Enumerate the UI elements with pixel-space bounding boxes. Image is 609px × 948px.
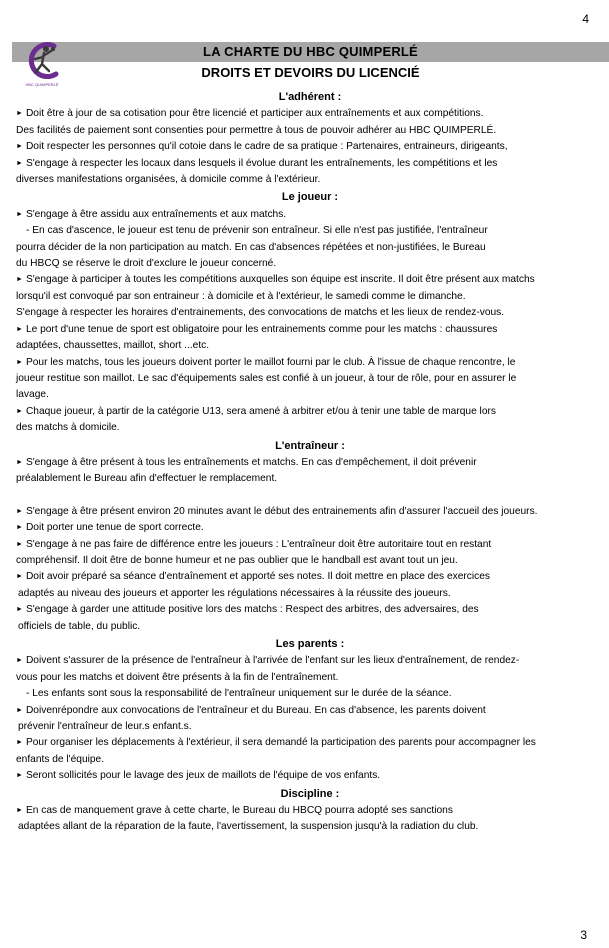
list-item: ► En cas de manquement grave à cette charte, le Bureau du HBCQ pourra adopté ses sanctions xyxy=(16,805,453,817)
bullet-arrow-icon: ► xyxy=(16,807,23,815)
paragraph-line: diverses manifestations organisées, à domicile comme à l'extérieur. xyxy=(16,174,321,186)
section-title-joueur: Le joueur : xyxy=(281,191,339,204)
bullet-arrow-icon: ► xyxy=(16,772,23,780)
list-item: ► Doit porter une tenue de sport correcte. xyxy=(16,522,204,534)
charter-content xyxy=(16,88,604,836)
paragraph-line: pourra décider de la non participation au match. En cas d'absences répétées et non-justifiées, le Bureau xyxy=(16,241,486,253)
bullet-arrow-icon: ► xyxy=(16,657,23,665)
page-number-top: 4 xyxy=(582,12,589,26)
list-item: ► S'engage à respecter les locaux dans lesquels il évolue durant les entraînements, les compétitions et les xyxy=(16,157,498,169)
list-item: ► S'engage à participer à toutes les compétitions auxquelles son équipe est inscrite. Il doit être présent aux matchs xyxy=(16,274,535,286)
section-title-parents: Les parents : xyxy=(275,638,345,650)
paragraph-line: prévenir l'entraîneur de leur.s enfant.s. xyxy=(18,721,192,733)
paragraph-line: joueur restitue son maillot. Le sac d'équipements sales est confié à un joueur, à tour de rôle, pour en assurer le xyxy=(16,372,517,384)
paragraph-line: du HBCQ se réserve le droit d'exclure le joueur concerné. xyxy=(16,258,277,270)
paragraph-line: lavage. xyxy=(16,389,49,401)
bullet-arrow-icon: ► xyxy=(16,143,23,151)
paragraph-line: lorsqu'il est convoqué par son entraineur : à domicile et à l'extérieur, le samedi comme le dimanche. xyxy=(16,290,466,302)
page-subtitle: DROITS ET DEVOIRS DU LICENCIÉ xyxy=(201,65,420,80)
bullet-arrow-icon: ► xyxy=(16,706,23,714)
bullet-arrow-icon: ► xyxy=(16,276,23,284)
paragraph-line: vous pour les matchs et doivent être présents à la fin de l'entraînement. xyxy=(16,671,339,683)
paragraph-line: enfants de l'équipe. xyxy=(16,753,105,765)
list-item: ► Seront sollicités pour le lavage des jeux de maillots de l'équipe de vos enfants. xyxy=(16,770,381,782)
paragraph-line: S'engage à respecter les horaires d'entrainements, des convocations de matchs et les lieux de rendez-vous. xyxy=(16,307,505,319)
paragraph-line: adaptées, chaussettes, maillot, short ...etc. xyxy=(16,340,210,352)
list-item: ► S'engage à ne pas faire de différence entre les joueurs : L'entraîneur doit être autoritaire tout en restant xyxy=(16,538,492,550)
list-item: ► S'engage à être assidu aux entraînements et aux matchs. xyxy=(16,208,287,220)
bullet-arrow-icon: ► xyxy=(16,573,23,581)
list-item: ► Le port d'une tenue de sport est obligatoire pour les entrainements comme pour les matchs : chaussures xyxy=(16,323,498,335)
list-item: ► Pour les matchs, tous les joueurs doivent porter le maillot fourni par le club. À l'issue de chaque rencontre, le xyxy=(16,356,516,368)
paragraph-line: des matchs à domicile. xyxy=(16,422,120,434)
bullet-arrow-icon: ► xyxy=(16,325,23,333)
list-item: ► S'engage à être présent à tous les entraînements et matchs. En cas d'empêchement, il doit prévenir xyxy=(16,456,477,468)
bullet-arrow-icon: ► xyxy=(16,507,23,515)
paragraph-line: adaptés au niveau des joueurs et apporter les régulations nécessaires à la réussite des joueurs. xyxy=(18,587,451,599)
list-item: ► Doit respecter les personnes qu'il cotoie dans le cadre de sa pratique : Partenaires, entraineurs, dirigeants, xyxy=(16,141,508,153)
section-title-adherent: L'adhérent : xyxy=(278,91,342,103)
paragraph-line: - Les enfants sont sous la responsabilité de l'entraîneur uniquement sur le durée de la séance. xyxy=(26,688,452,700)
list-item: ► S'engage à garder une attitude positive lors des matchs : Respect des arbitres, des adversaires, des xyxy=(16,604,479,616)
bullet-arrow-icon: ► xyxy=(16,110,23,118)
bullet-arrow-icon: ► xyxy=(16,407,23,415)
section-title-entraineur: L'entraîneur : xyxy=(275,439,345,452)
list-item: ► S'engage à être présent environ 20 minutes avant le début des entrainements afin d'assurer l'accueil des joueurs. xyxy=(16,505,538,517)
bullet-arrow-icon: ► xyxy=(16,540,23,548)
svg-text:HBC QUIMPERLÉ: HBC QUIMPERLÉ xyxy=(25,82,59,87)
paragraph-line: Des facilités de paiement sont consenties pour permettre à tous de pouvoir adhérer au HBC QUIMPERLÉ. xyxy=(16,124,497,136)
bullet-arrow-icon: ► xyxy=(16,524,23,532)
list-item: ► Doivenrépondre aux convocations de l'entraîneur et du Bureau. En cas d'absence, les parents doivent xyxy=(16,704,486,716)
bullet-arrow-icon: ► xyxy=(16,210,23,218)
page-title: LA CHARTE DU HBC QUIMPERLÉ xyxy=(203,44,418,59)
document-header xyxy=(12,38,609,94)
paragraph-line: - En cas d'ascence, le joueur est tenu de prévenir son entraîneur. Si elle n'est pas justifiée, l'entraîneur xyxy=(26,225,488,237)
list-item: ► Chaque joueur, à partir de la catégorie U13, sera amené à arbitrer et/ou à tenir une table de marque lors xyxy=(16,405,496,417)
paragraph-line: compréhensif. Il doit être de bonne humeur et ne pas oublier que le handball est avant tout un jeu. xyxy=(16,554,458,566)
paragraph-line: préalablement le Bureau afin d'effectuer le remplacement. xyxy=(16,473,278,485)
bullet-arrow-icon: ► xyxy=(16,739,23,747)
page-number-bottom: 3 xyxy=(580,928,587,942)
bullet-arrow-icon: ► xyxy=(16,458,23,466)
bullet-arrow-icon: ► xyxy=(16,159,23,167)
section-title-discipline: Discipline : xyxy=(280,787,340,800)
list-item: ► Doit être à jour de sa cotisation pour être licencié et participer aux entraînements et aux compétitions. xyxy=(16,108,484,120)
list-item: ► Doit avoir préparé sa séance d'entraînement et apporté ses notes. Il doit mettre en place des exercices xyxy=(16,571,490,583)
paragraph-line: officiels de table, du public. xyxy=(18,620,141,632)
bullet-arrow-icon: ► xyxy=(16,358,23,366)
list-item: ► Pour organiser les déplacements à l'extérieur, il sera demandé la participation des parents pour accompagner les xyxy=(16,737,536,749)
paragraph-line: adaptées allant de la réparation de la faute, l'avertissement, la suspension jusqu'à la radiation du club. xyxy=(18,821,479,833)
bullet-arrow-icon: ► xyxy=(16,606,23,614)
spacer xyxy=(16,488,604,504)
list-item: ► Doivent s'assurer de la présence de l'entraîneur à l'arrivée de l'enfant sur les lieux d'entraînement, de rendez- xyxy=(16,655,520,667)
